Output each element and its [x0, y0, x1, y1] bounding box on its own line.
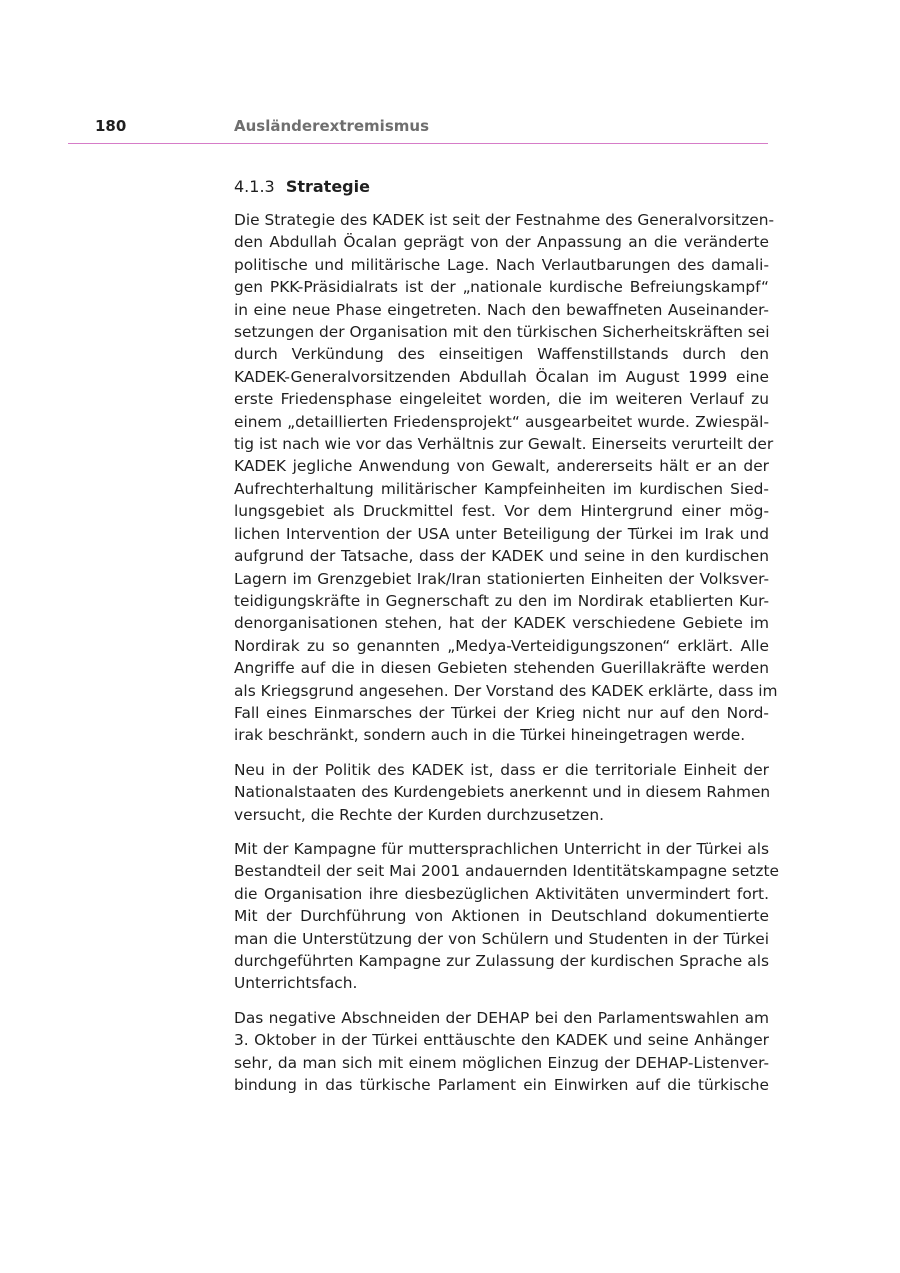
text-line: lungsgebiet als Druckmittel fest. Vor dem Hintergrund einer mög- [234, 502, 769, 521]
text-line: Nordirak zu so genannten „Medya-Verteidigungszonen“ erklärt. Alle [234, 636, 769, 655]
text-line: KADEK-Generalvorsitzenden Abdullah Öcalan im August 1999 eine [234, 367, 769, 386]
section-title: Strategie [285, 177, 370, 196]
text-line: irak beschränkt, sondern auch in die Türkei hineingetragen werde. [234, 726, 746, 745]
running-header [68, 117, 768, 144]
text-line: aufgrund der Tatsache, dass der KADEK und seine in den kurdischen [234, 547, 769, 566]
text-line: Neu in der Politik des KADEK ist, dass er die territoriale Einheit der [234, 760, 769, 779]
text-line: in eine neue Phase eingetreten. Nach den bewaffneten Auseinander- [234, 300, 769, 319]
text-line: denorganisationen stehen, hat der KADEK verschiedene Gebiete im [234, 614, 769, 633]
text-line: man die Unterstützung der von Schülern und Studenten in der Türkei [234, 929, 769, 948]
text-line: Unterrichtsfach. [234, 974, 358, 993]
text-line: lichen Intervention der USA unter Beteiligung der Türkei im Irak und [234, 524, 769, 543]
section-heading [234, 176, 769, 198]
paragraph [234, 759, 769, 826]
text-line: Mit der Durchführung von Aktionen in Deutschland dokumentierte [234, 907, 769, 926]
text-line: Die Strategie des KADEK ist seit der Festnahme des Generalvorsitzen- [234, 211, 775, 229]
text-line: den Abdullah Öcalan geprägt von der Anpassung an die veränderte [234, 233, 769, 252]
section-number: 4.1.3 [234, 177, 275, 196]
text-line: sehr, da man sich mit einem möglichen Einzug der DEHAP-Listenver- [234, 1053, 769, 1072]
text-line: Fall eines Einmarsches der Türkei der Krieg nicht nur auf den Nord- [234, 703, 769, 722]
text-line: gen PKK-Präsidialrats ist der „nationale kurdische Befreiungskampf“ [234, 278, 769, 297]
text-line: teidigungskräfte in Gegnerschaft zu den im Nordirak etablierten Kur- [234, 591, 769, 610]
text-line: Mit der Kampagne für muttersprachlichen Unterricht in der Türkei als [234, 839, 769, 858]
text-line: KADEK jegliche Anwendung von Gewalt, andererseits hält er an der [234, 457, 769, 476]
text-line: als Kriegsgrund angesehen. Der Vorstand des KADEK erklärte, dass im [234, 681, 778, 700]
text-line: durch Verkündung des einseitigen Waffenstillstands durch den [234, 345, 769, 364]
text-line: Aufrechterhaltung militärischer Kampfeinheiten im kurdischen Sied- [234, 479, 769, 498]
text-line: Angriffe auf die in diesen Gebieten stehenden Guerillakräfte werden [234, 659, 769, 678]
text-line: 3. Oktober in der Türkei enttäuschte den KADEK und seine Anhänger [234, 1031, 769, 1050]
text-line: versucht, die Rechte der Kurden durchzusetzen. [234, 805, 604, 824]
paragraph [234, 209, 778, 747]
text-line: durchgeführten Kampagne zur Zulassung der kurdischen Sprache als [234, 952, 769, 970]
text-line: politische und militärische Lage. Nach Verlautbarungen des damali- [234, 255, 769, 274]
text-line: einem „detaillierten Friedensprojekt“ ausgearbeitet wurde. Zwiespäl- [234, 412, 769, 431]
text-line: erste Friedensphase eingeleitet worden, die im weiteren Verlauf zu [234, 390, 769, 409]
text-line: Das negative Abschneiden der DEHAP bei den Parlamentswahlen am [234, 1008, 769, 1027]
running-title: Ausländerextremismus [234, 117, 429, 135]
paragraph [234, 838, 779, 995]
main-content [234, 176, 779, 1108]
text-line: Bestandteil der seit Mai 2001 andauernden Identitätskampagne setzte [234, 862, 779, 881]
page-number: 180 [95, 117, 127, 135]
text-line: bindung in das türkische Parlament ein Einwirken auf die türkische [234, 1076, 769, 1095]
text-line: setzungen der Organisation mit den türkischen Sicherheitskräften sei [234, 323, 770, 342]
paragraph [234, 1007, 769, 1097]
text-line: tig ist nach wie vor das Verhältnis zur Gewalt. Einerseits verurteilt der [234, 435, 774, 454]
body-text [234, 209, 779, 1096]
text-line: die Organisation ihre diesbezüglichen Aktivitäten unvermindert fort. [234, 884, 769, 903]
text-line: Lagern im Grenzgebiet Irak/Iran stationierten Einheiten der Volksver- [234, 569, 769, 588]
text-line: Nationalstaaten des Kurdengebiets anerkennt und in diesem Rahmen [234, 783, 771, 802]
